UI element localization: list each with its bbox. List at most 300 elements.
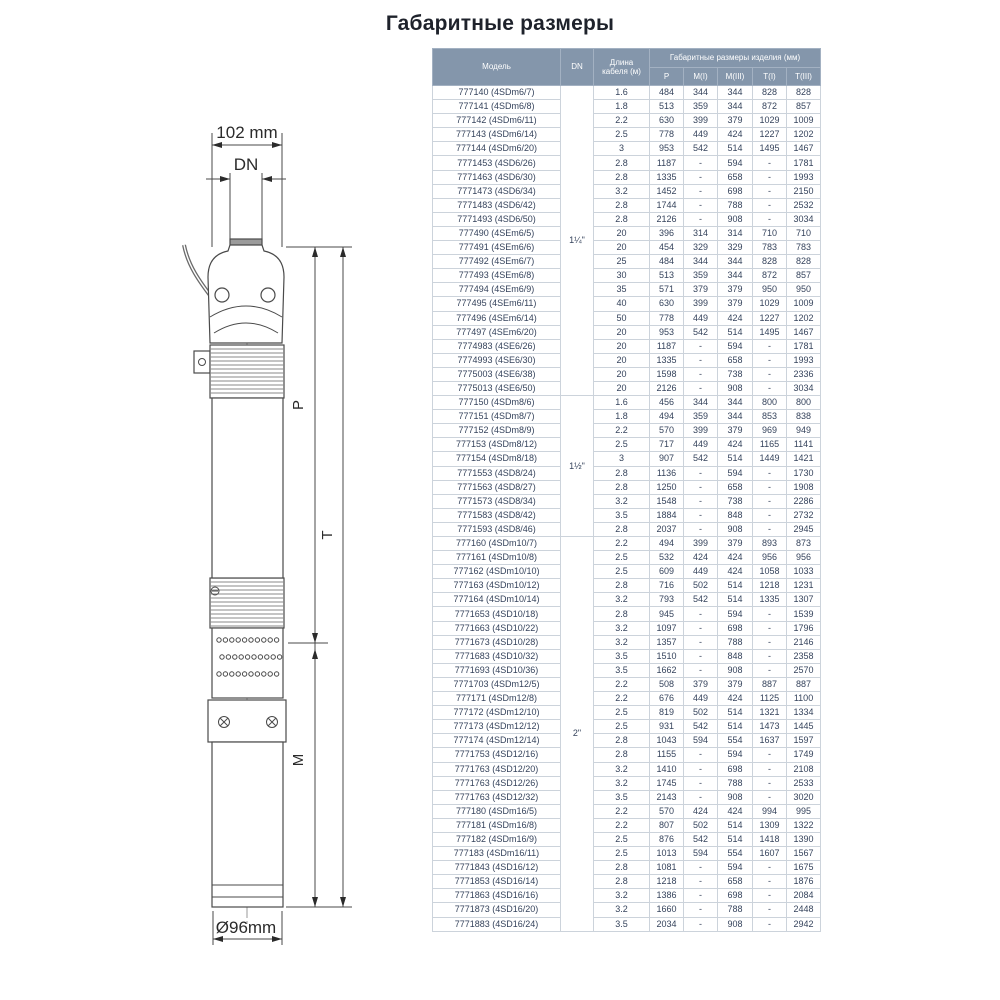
dim-ti-cell: - xyxy=(753,748,787,762)
dim-mi-cell: 359 xyxy=(684,410,718,424)
dim-miii-cell: 908 xyxy=(718,917,753,931)
dim-miii-cell: 514 xyxy=(718,325,753,339)
cable-cell: 2.2 xyxy=(594,692,650,706)
table-row xyxy=(433,551,821,565)
width-dim-label: 102 mm xyxy=(216,123,278,142)
dim-ti-cell: 887 xyxy=(753,677,787,691)
table-row xyxy=(433,466,821,480)
dim-miii-cell: 788 xyxy=(718,635,753,649)
dim-ti-cell: 853 xyxy=(753,410,787,424)
dim-miii-cell: 379 xyxy=(718,677,753,691)
dim-tiii-cell: 1322 xyxy=(787,818,821,832)
dim-p-cell: 945 xyxy=(650,607,684,621)
dim-ti-cell: 1495 xyxy=(753,325,787,339)
dim-tiii-cell: 1307 xyxy=(787,593,821,607)
table-row xyxy=(433,847,821,861)
dim-p-cell: 513 xyxy=(650,269,684,283)
model-cell: 777164 (4SDm10/14) xyxy=(433,593,561,607)
dim-ti-cell: 1218 xyxy=(753,579,787,593)
model-cell: 7771493 (4SD6/50) xyxy=(433,212,561,226)
dim-miii-cell: 658 xyxy=(718,353,753,367)
cable-cell: 20 xyxy=(594,226,650,240)
dim-ti-cell: - xyxy=(753,339,787,353)
cable-cell: 3.2 xyxy=(594,776,650,790)
cable-cell: 2.8 xyxy=(594,480,650,494)
model-cell: 7771763 (4SD12/32) xyxy=(433,790,561,804)
dim-p-cell: 793 xyxy=(650,593,684,607)
dim-mi-cell: 449 xyxy=(684,565,718,579)
table-row xyxy=(433,522,821,536)
dim-miii-cell: 379 xyxy=(718,297,753,311)
table-row xyxy=(433,86,821,100)
dim-miii-cell: 344 xyxy=(718,255,753,269)
cable-cell: 2.2 xyxy=(594,537,650,551)
dim-mi-cell: - xyxy=(684,790,718,804)
dim-tiii-cell: 857 xyxy=(787,269,821,283)
col-header-tiii: T(III) xyxy=(787,68,821,86)
model-cell: 777162 (4SDm10/10) xyxy=(433,565,561,579)
cable-cell: 35 xyxy=(594,283,650,297)
model-cell: 777497 (4SEm6/20) xyxy=(433,325,561,339)
dimensions-table-wrap xyxy=(432,48,820,932)
cable-cell: 3.2 xyxy=(594,593,650,607)
table-row xyxy=(433,241,821,255)
dim-tiii-cell: 1749 xyxy=(787,748,821,762)
model-cell: 777141 (4SDm6/8) xyxy=(433,100,561,114)
dim-ti-cell: - xyxy=(753,621,787,635)
dim-miii-cell: 424 xyxy=(718,692,753,706)
dim-p-cell: 630 xyxy=(650,297,684,311)
dim-p-cell: 778 xyxy=(650,128,684,142)
table-row xyxy=(433,649,821,663)
dim-mi-cell: - xyxy=(684,480,718,494)
dim-tiii-cell: 2732 xyxy=(787,508,821,522)
dim-miii-cell: 424 xyxy=(718,438,753,452)
cable-cell: 2.5 xyxy=(594,128,650,142)
dim-tiii-cell: 995 xyxy=(787,804,821,818)
table-row xyxy=(433,325,821,339)
dim-miii-cell: 788 xyxy=(718,776,753,790)
motor-body xyxy=(212,742,283,907)
model-cell: 7771453 (4SD6/26) xyxy=(433,156,561,170)
dim-miii-cell: 658 xyxy=(718,480,753,494)
dim-tiii-cell: 2532 xyxy=(787,198,821,212)
model-cell: 777173 (4SDm12/12) xyxy=(433,720,561,734)
dim-miii-cell: 514 xyxy=(718,832,753,846)
dim-p-cell: 1097 xyxy=(650,621,684,635)
model-cell: 777171 (4SDm12/8) xyxy=(433,692,561,706)
model-cell: 777152 (4SDm8/9) xyxy=(433,424,561,438)
model-cell: 7771763 (4SD12/20) xyxy=(433,762,561,776)
dim-ti-cell: 893 xyxy=(753,537,787,551)
dim-mi-cell: - xyxy=(684,339,718,353)
cable-cell: 3.5 xyxy=(594,649,650,663)
dim-ti-cell: 800 xyxy=(753,396,787,410)
dim-miii-cell: 554 xyxy=(718,734,753,748)
table-row xyxy=(433,748,821,762)
dim-ti-cell: 1335 xyxy=(753,593,787,607)
dim-ti-cell: - xyxy=(753,889,787,903)
model-cell: 777154 (4SDm8/18) xyxy=(433,452,561,466)
dim-tiii-cell: 3020 xyxy=(787,790,821,804)
dim-tiii-cell: 949 xyxy=(787,424,821,438)
dim-miii-cell: 594 xyxy=(718,607,753,621)
dim-miii-cell: 908 xyxy=(718,522,753,536)
dim-mi-cell: 359 xyxy=(684,269,718,283)
dim-tiii-cell: 2945 xyxy=(787,522,821,536)
model-cell: 7774993 (4SE6/30) xyxy=(433,353,561,367)
cable-cell: 2.8 xyxy=(594,156,650,170)
dim-p-cell: 1335 xyxy=(650,353,684,367)
cable-cell: 1.6 xyxy=(594,86,650,100)
model-cell: 7771553 (4SD8/24) xyxy=(433,466,561,480)
dim-ti-cell: 872 xyxy=(753,100,787,114)
cable-cell: 2.2 xyxy=(594,114,650,128)
dim-ti-cell: - xyxy=(753,635,787,649)
model-cell: 777181 (4SDm16/8) xyxy=(433,818,561,832)
dim-tiii-cell: 1467 xyxy=(787,142,821,156)
model-cell: 7771873 (4SD16/20) xyxy=(433,903,561,917)
pump-diagram xyxy=(170,105,400,1000)
dim-mi-cell: 542 xyxy=(684,593,718,607)
dim-ti-cell: 1058 xyxy=(753,565,787,579)
dim-tiii-cell: 956 xyxy=(787,551,821,565)
dim-miii-cell: 848 xyxy=(718,508,753,522)
dim-mi-cell: 399 xyxy=(684,424,718,438)
dim-tiii-cell: 783 xyxy=(787,241,821,255)
dim-ti-cell: - xyxy=(753,212,787,226)
model-cell: 777160 (4SDm10/7) xyxy=(433,537,561,551)
cable-cell: 3.2 xyxy=(594,635,650,649)
dim-mi-cell: - xyxy=(684,663,718,677)
dim-mi-cell: - xyxy=(684,466,718,480)
dim-miii-cell: 514 xyxy=(718,593,753,607)
model-cell: 7771853 (4SD16/14) xyxy=(433,875,561,889)
table-row xyxy=(433,508,821,522)
dim-tiii-cell: 1730 xyxy=(787,466,821,480)
table-row xyxy=(433,776,821,790)
dim-miii-cell: 424 xyxy=(718,311,753,325)
dim-miii-cell: 554 xyxy=(718,847,753,861)
dimensions-table xyxy=(432,48,821,932)
table-row xyxy=(433,128,821,142)
pump-body xyxy=(212,398,283,578)
table-row xyxy=(433,283,821,297)
dim-tiii-cell: 2084 xyxy=(787,889,821,903)
model-cell: 7771473 (4SD6/34) xyxy=(433,184,561,198)
dim-tiii-cell: 857 xyxy=(787,100,821,114)
table-row xyxy=(433,677,821,691)
table-row xyxy=(433,184,821,198)
cable-cell: 2.8 xyxy=(594,861,650,875)
dim-p-cell: 2034 xyxy=(650,917,684,931)
dim-miii-cell: 424 xyxy=(718,565,753,579)
dim-tiii-cell: 828 xyxy=(787,255,821,269)
dim-ti-cell: 1449 xyxy=(753,452,787,466)
model-cell: 777151 (4SDm8/7) xyxy=(433,410,561,424)
head-ear-hole-right xyxy=(261,288,275,302)
dim-miii-cell: 658 xyxy=(718,170,753,184)
dim-p-cell: 2126 xyxy=(650,212,684,226)
dim-miii-cell: 698 xyxy=(718,184,753,198)
dim-tiii-cell: 1334 xyxy=(787,706,821,720)
dim-mi-cell: 379 xyxy=(684,677,718,691)
dim-tiii-cell: 1141 xyxy=(787,438,821,452)
dim-ti-cell: 828 xyxy=(753,255,787,269)
dim-miii-cell: 698 xyxy=(718,762,753,776)
dim-ti-cell: - xyxy=(753,861,787,875)
dim-tiii-cell: 1009 xyxy=(787,114,821,128)
model-cell: 777140 (4SDm6/7) xyxy=(433,86,561,100)
dim-p-cell: 931 xyxy=(650,720,684,734)
dim-ti-cell: 1473 xyxy=(753,720,787,734)
cable-cell: 2.2 xyxy=(594,804,650,818)
dim-mi-cell: 594 xyxy=(684,734,718,748)
dim-miii-cell: 514 xyxy=(718,142,753,156)
dim-tiii-cell: 2150 xyxy=(787,184,821,198)
dim-p-cell: 513 xyxy=(650,100,684,114)
model-cell: 7771883 (4SD16/24) xyxy=(433,917,561,931)
model-cell: 7771843 (4SD16/12) xyxy=(433,861,561,875)
dim-miii-cell: 788 xyxy=(718,198,753,212)
dim-mi-cell: - xyxy=(684,635,718,649)
dim-ti-cell: - xyxy=(753,776,787,790)
cable-cell: 3.2 xyxy=(594,889,650,903)
table-row xyxy=(433,818,821,832)
dim-mi-cell: - xyxy=(684,903,718,917)
dim-tiii-cell: 3034 xyxy=(787,212,821,226)
dim-p-cell: 807 xyxy=(650,818,684,832)
table-row xyxy=(433,198,821,212)
dim-mi-cell: 379 xyxy=(684,283,718,297)
coupling xyxy=(208,700,286,742)
diameter-dim-label: Ø96mm xyxy=(215,918,277,937)
dim-p-cell: 1452 xyxy=(650,184,684,198)
model-cell: 777180 (4SDm16/5) xyxy=(433,804,561,818)
table-row xyxy=(433,734,821,748)
dim-ti-cell: - xyxy=(753,522,787,536)
dim-p-cell: 2037 xyxy=(650,522,684,536)
dim-miii-cell: 514 xyxy=(718,579,753,593)
dim-p-cell: 1250 xyxy=(650,480,684,494)
table-row xyxy=(433,142,821,156)
table-row xyxy=(433,607,821,621)
col-header-miii: M(III) xyxy=(718,68,753,86)
pump-length-label: P xyxy=(290,399,307,411)
dim-p-cell: 819 xyxy=(650,706,684,720)
dim-mi-cell: - xyxy=(684,649,718,663)
dim-tiii-cell: 2146 xyxy=(787,635,821,649)
dim-tiii-cell: 1876 xyxy=(787,875,821,889)
dim-ti-cell: 1637 xyxy=(753,734,787,748)
table-row xyxy=(433,480,821,494)
dim-mi-cell: - xyxy=(684,748,718,762)
dim-tiii-cell: 1567 xyxy=(787,847,821,861)
dim-p-cell: 570 xyxy=(650,424,684,438)
model-cell: 7771463 (4SD6/30) xyxy=(433,170,561,184)
dim-p-cell: 1884 xyxy=(650,508,684,522)
dim-p-cell: 953 xyxy=(650,142,684,156)
cable-cell: 2.5 xyxy=(594,565,650,579)
table-row xyxy=(433,565,821,579)
dim-ti-cell: - xyxy=(753,466,787,480)
dim-p-cell: 609 xyxy=(650,565,684,579)
dim-mi-cell: 329 xyxy=(684,241,718,255)
table-row xyxy=(433,621,821,635)
table-row xyxy=(433,889,821,903)
dim-mi-cell: - xyxy=(684,367,718,381)
cable-cell: 3.2 xyxy=(594,494,650,508)
dim-mi-cell: - xyxy=(684,353,718,367)
dim-ti-cell: 1309 xyxy=(753,818,787,832)
dim-ti-cell: 1165 xyxy=(753,438,787,452)
dim-p-cell: 2143 xyxy=(650,790,684,804)
model-cell: 777143 (4SDm6/14) xyxy=(433,128,561,142)
cable-cell: 40 xyxy=(594,297,650,311)
dim-p-cell: 532 xyxy=(650,551,684,565)
dim-miii-cell: 344 xyxy=(718,100,753,114)
dim-miii-cell: 848 xyxy=(718,649,753,663)
dim-ti-cell: 1125 xyxy=(753,692,787,706)
dim-miii-cell: 314 xyxy=(718,226,753,240)
dim-miii-cell: 514 xyxy=(718,706,753,720)
table-row xyxy=(433,339,821,353)
dim-p-cell: 1043 xyxy=(650,734,684,748)
cable-cell: 3.2 xyxy=(594,762,650,776)
outlet-dim-label: DN xyxy=(233,155,259,174)
table-row xyxy=(433,297,821,311)
dim-miii-cell: 329 xyxy=(718,241,753,255)
table-row xyxy=(433,255,821,269)
cable-cell: 3 xyxy=(594,142,650,156)
model-cell: 777490 (4SEm6/5) xyxy=(433,226,561,240)
dim-miii-cell: 738 xyxy=(718,494,753,508)
dim-ti-cell: 950 xyxy=(753,283,787,297)
dim-p-cell: 1357 xyxy=(650,635,684,649)
table-row xyxy=(433,114,821,128)
table-row xyxy=(433,438,821,452)
dim-ti-cell: 1495 xyxy=(753,142,787,156)
dim-mi-cell: - xyxy=(684,156,718,170)
dim-miii-cell: 424 xyxy=(718,804,753,818)
table-row xyxy=(433,635,821,649)
cable-cell: 2.5 xyxy=(594,847,650,861)
dim-ti-cell: - xyxy=(753,353,787,367)
col-header-p: P xyxy=(650,68,684,86)
cable-cell: 2.5 xyxy=(594,832,650,846)
dim-p-cell: 1745 xyxy=(650,776,684,790)
dim-miii-cell: 738 xyxy=(718,367,753,381)
dim-tiii-cell: 1009 xyxy=(787,297,821,311)
dim-ti-cell: - xyxy=(753,649,787,663)
dim-mi-cell: 502 xyxy=(684,579,718,593)
table-row xyxy=(433,226,821,240)
dim-p-cell: 1660 xyxy=(650,903,684,917)
dim-miii-cell: 658 xyxy=(718,875,753,889)
dim-p-cell: 676 xyxy=(650,692,684,706)
model-cell: 7774983 (4SE6/26) xyxy=(433,339,561,353)
model-cell: 777496 (4SEm6/14) xyxy=(433,311,561,325)
model-cell: 7775003 (4SE6/38) xyxy=(433,367,561,381)
model-cell: 777491 (4SEm6/6) xyxy=(433,241,561,255)
cable-cell: 2.5 xyxy=(594,706,650,720)
dim-miii-cell: 379 xyxy=(718,424,753,438)
dim-mi-cell: 359 xyxy=(684,100,718,114)
model-cell: 777183 (4SDm16/11) xyxy=(433,847,561,861)
model-cell: 7771703 (4SDm12/5) xyxy=(433,677,561,691)
dim-tiii-cell: 2448 xyxy=(787,903,821,917)
dim-tiii-cell: 1202 xyxy=(787,128,821,142)
table-header xyxy=(433,49,821,86)
page-title: Габаритные размеры xyxy=(385,12,615,35)
model-cell: 777494 (4SEm6/9) xyxy=(433,283,561,297)
dim-miii-cell: 594 xyxy=(718,466,753,480)
table-row xyxy=(433,804,821,818)
dim-p-cell: 1598 xyxy=(650,367,684,381)
dim-mi-cell: 542 xyxy=(684,452,718,466)
dim-miii-cell: 908 xyxy=(718,790,753,804)
dim-ti-cell: - xyxy=(753,480,787,494)
dim-p-cell: 717 xyxy=(650,438,684,452)
cable-cell: 2.2 xyxy=(594,818,650,832)
dim-tiii-cell: 1467 xyxy=(787,325,821,339)
dim-tiii-cell: 887 xyxy=(787,677,821,691)
dim-tiii-cell: 828 xyxy=(787,86,821,100)
table-row xyxy=(433,269,821,283)
dim-mi-cell: - xyxy=(684,522,718,536)
model-cell: 777161 (4SDm10/8) xyxy=(433,551,561,565)
dim-miii-cell: 908 xyxy=(718,212,753,226)
model-cell: 7771673 (4SD10/28) xyxy=(433,635,561,649)
dim-p-cell: 1410 xyxy=(650,762,684,776)
table-row xyxy=(433,452,821,466)
dim-ti-cell: 710 xyxy=(753,226,787,240)
dim-mi-cell: 344 xyxy=(684,255,718,269)
dim-miii-cell: 379 xyxy=(718,537,753,551)
dim-ti-cell: - xyxy=(753,607,787,621)
cable-cell: 50 xyxy=(594,311,650,325)
dim-mi-cell: 424 xyxy=(684,804,718,818)
model-cell: 777492 (4SEm6/7) xyxy=(433,255,561,269)
cable-cell: 3.2 xyxy=(594,184,650,198)
dim-p-cell: 1218 xyxy=(650,875,684,889)
dim-ti-cell: - xyxy=(753,903,787,917)
dim-p-cell: 1386 xyxy=(650,889,684,903)
dim-p-cell: 1510 xyxy=(650,649,684,663)
model-cell: 777495 (4SEm6/11) xyxy=(433,297,561,311)
dim-mi-cell: - xyxy=(684,212,718,226)
dim-p-cell: 1155 xyxy=(650,748,684,762)
table-row xyxy=(433,832,821,846)
model-cell: 777142 (4SDm6/11) xyxy=(433,114,561,128)
dim-miii-cell: 908 xyxy=(718,381,753,395)
dim-miii-cell: 344 xyxy=(718,396,753,410)
dim-ti-cell: 1227 xyxy=(753,311,787,325)
dim-miii-cell: 379 xyxy=(718,114,753,128)
dim-p-cell: 1662 xyxy=(650,663,684,677)
dim-tiii-cell: 1597 xyxy=(787,734,821,748)
dim-ti-cell: 956 xyxy=(753,551,787,565)
dim-tiii-cell: 1539 xyxy=(787,607,821,621)
dim-p-cell: 1548 xyxy=(650,494,684,508)
cable-cell: 3.5 xyxy=(594,917,650,931)
table-row xyxy=(433,692,821,706)
dim-miii-cell: 594 xyxy=(718,156,753,170)
dim-tiii-cell: 1231 xyxy=(787,579,821,593)
table-row xyxy=(433,353,821,367)
dim-miii-cell: 379 xyxy=(718,283,753,297)
cable-cell: 30 xyxy=(594,269,650,283)
